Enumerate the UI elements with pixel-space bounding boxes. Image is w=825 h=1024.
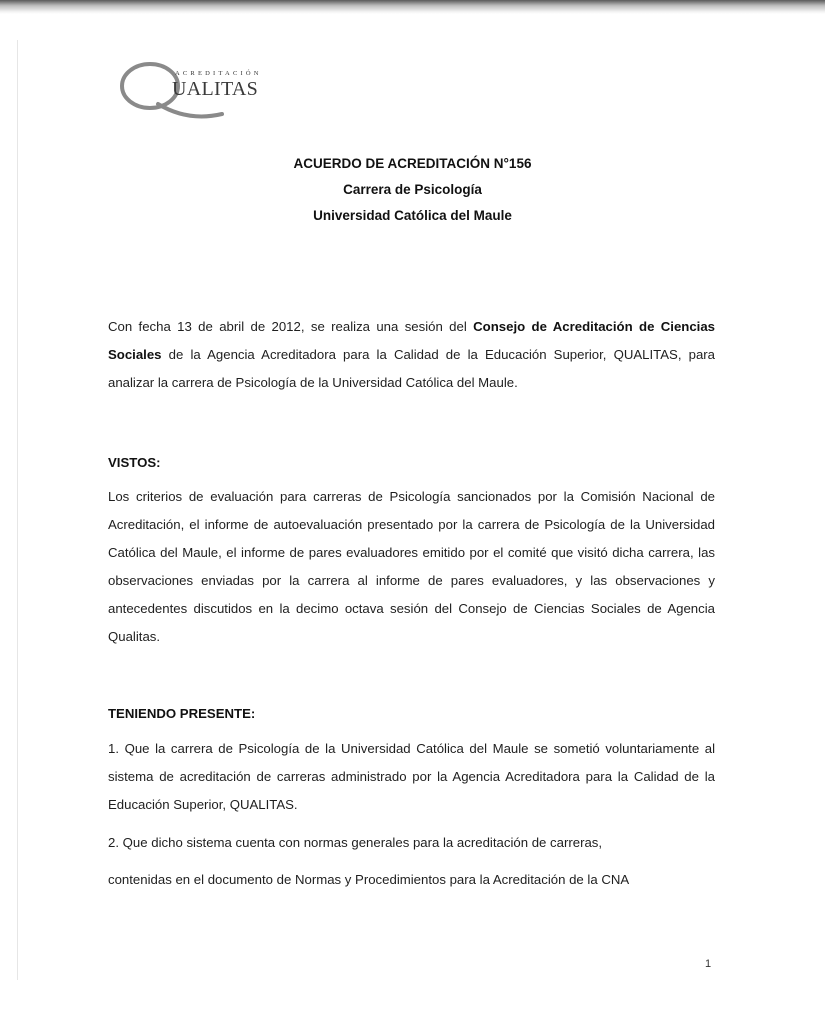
teniendo-item-2-line-2: contenidas en el documento de Normas y Procedimientos para la Acreditación de la CNA (108, 872, 630, 887)
intro-text-2: de la Agencia Acreditadora para la Calidad de la Educación Superior, QUALITAS, para analizar la carrera de Psicología de la Universidad Católica del Maule. (108, 347, 715, 390)
scan-edge (17, 40, 18, 980)
teniendo-item-1: 1. Que la carrera de Psicología de la Universidad Católica del Maule se sometió voluntariamente al sistema de acreditación de carreras administrado por la Agencia Acreditadora para la Calidad de la Educación Superior, QUALITAS. (108, 741, 715, 812)
vistos-title: VISTOS: (108, 455, 161, 470)
page-number: 1 (705, 958, 712, 970)
vistos-paragraph: Los criterios de evaluación para carreras de Psicología sancionados por la Comisión Nacional de Acreditación, el informe de autoevaluación presentado por la carrera de Psicología de la Universidad Católica del Maule, el informe de pares evaluadores emitido por el comité que visitó dicha carrera, las observaciones enviadas por la carrera al informe de pares evaluadores, y las observaciones y antecedentes discutidos en la decimo octava sesión del Consejo de Ciencias Sociales de Agencia Qualitas. (108, 489, 715, 644)
intro-bold-council: Consejo de Acreditación de Ciencias Sociales (108, 319, 715, 362)
intro-paragraph (108, 313, 715, 397)
logo-qualitas-text: UALITAS (172, 78, 259, 100)
document-subtitle-career: Carrera de Psicología (343, 182, 482, 197)
logo-acreditacion-text: ACREDITACIÓN (175, 70, 262, 77)
teniendo-title: TENIENDO PRESENTE: (108, 706, 256, 721)
teniendo-item-2-line-1: 2. Que dicho sistema cuenta con normas generales para la acreditación de carreras, (108, 835, 603, 850)
qualitas-logo (118, 56, 288, 120)
scan-shadow (0, 0, 825, 14)
document-title: ACUERDO DE ACREDITACIÓN N°156 (293, 156, 532, 171)
intro-text-1: Con fecha 13 de abril de 2012, se realiza una sesión del (108, 319, 474, 334)
document-subtitle-university: Universidad Católica del Maule (313, 208, 512, 223)
